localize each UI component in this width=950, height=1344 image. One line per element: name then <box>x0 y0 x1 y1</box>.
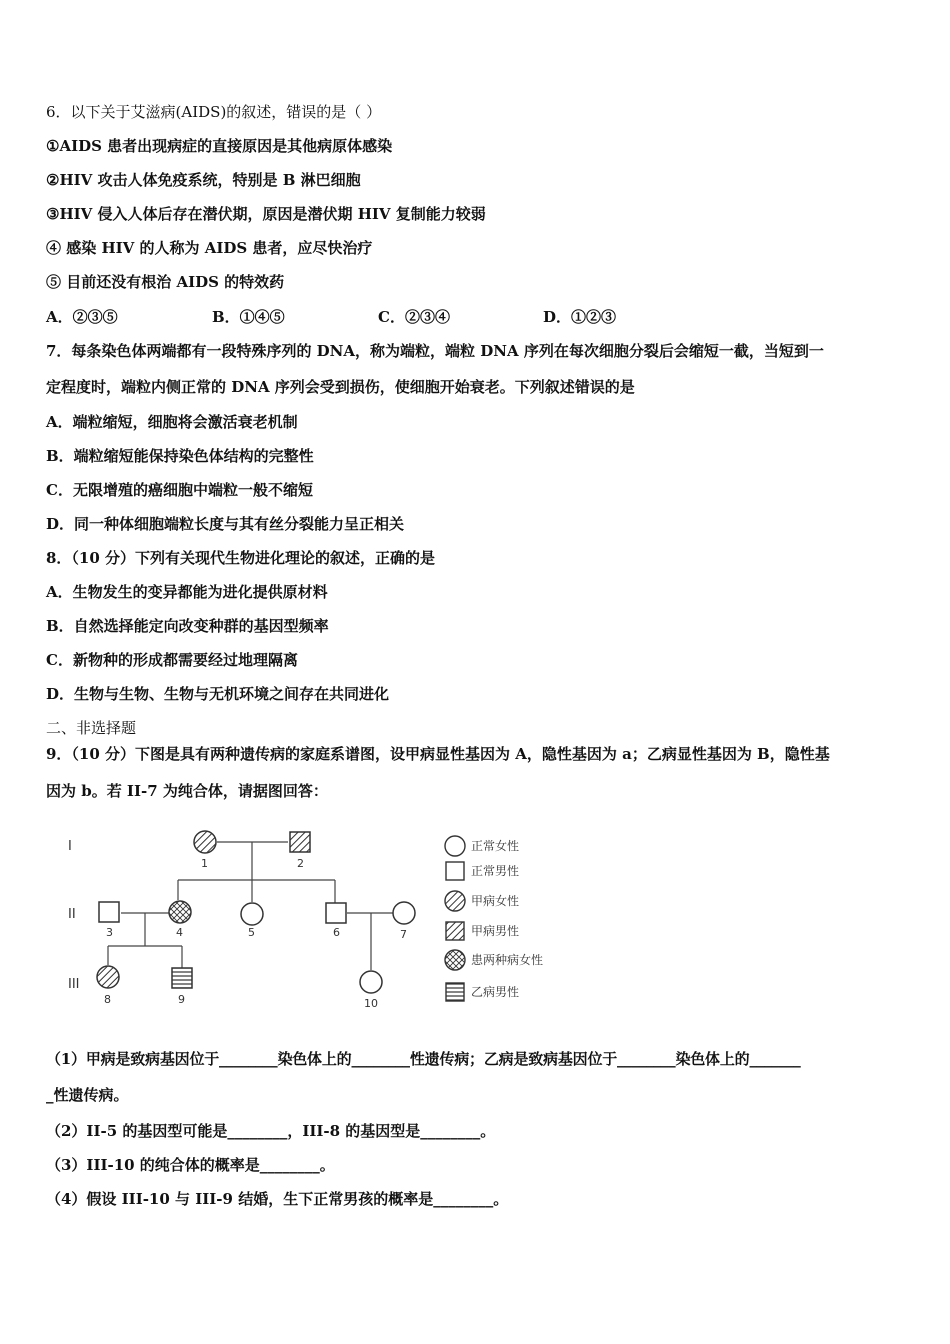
q8-option-a: A．生物发生的变异都能为进化提供原材料 <box>46 583 328 601</box>
legend-affected-male: 甲病男性 <box>471 924 520 938</box>
q7-option-a: A．端粒缩短，细胞将会激活衰老机制 <box>46 413 298 431</box>
q8-option-b: B．自然选择能定向改变种群的基因型频率 <box>46 617 329 635</box>
individual-6-normal-male <box>326 903 346 923</box>
q6-item-2: ②HIV 攻击人体免疫系统，特别是 B 淋巴细胞 <box>46 171 361 189</box>
legend-disease-b-male: 乙病男性 <box>471 985 520 999</box>
legend-affected-female-icon <box>445 891 465 911</box>
q9-stem-line2: 因为 b。若 II-7 为纯合体，请据图回答： <box>46 782 328 800</box>
pedigree-diagram <box>60 822 580 1017</box>
q6-option-b: B．①④⑤ <box>212 308 285 326</box>
individual-1-affected-female <box>194 831 216 853</box>
q9-sub3: （3）III-10 的纯合体的概率是________。 <box>46 1156 335 1174</box>
legend-affected-male-icon <box>446 922 464 940</box>
individual-label-1: 1 <box>201 857 208 870</box>
q6-item-3: ③HIV 侵入人体后存在潜伏期，原因是潜伏期 HIV 复制能力较弱 <box>46 205 486 223</box>
q7-stem-line2: 定程度时，端粒内侧正常的 DNA 序列会受到损伤，使细胞开始衰老。下列叙述错误的是 <box>46 378 635 396</box>
legend-affected-female: 甲病女性 <box>471 894 520 908</box>
individual-label-5: 5 <box>248 926 255 939</box>
individual-label-7: 7 <box>400 928 407 941</box>
legend-normal-female: 正常女性 <box>471 839 520 853</box>
individual-label-10: 10 <box>364 997 378 1010</box>
individual-3-normal-male <box>99 902 119 922</box>
q9-stem-line1: 9．（10 分）下图是具有两种遗传病的家庭系谱图，设甲病显性基因为 A，隐性基因为 a；乙病显性基因为 B，隐性基 <box>46 745 830 763</box>
individual-7-normal-female <box>393 902 415 924</box>
individual-label-3: 3 <box>106 926 113 939</box>
individual-9-disease-b-male <box>172 968 192 988</box>
q9-sub4: （4）假设 III-10 与 III-9 结婚，生下正常男孩的概率是________。 <box>46 1190 509 1208</box>
q6-item-1: ①AIDS 患者出现病症的直接原因是其他病原体感染 <box>46 137 393 155</box>
pedigree-legend <box>445 836 543 1001</box>
individual-10-normal-female <box>360 971 382 993</box>
individual-4-two-diseases-female <box>169 901 191 923</box>
q6-stem: 6．以下关于艾滋病(AIDS)的叙述，错误的是（ ） <box>46 103 382 121</box>
q9-sub1-line2: _性遗传病。 <box>46 1086 129 1104</box>
individual-8-affected-female <box>97 966 119 988</box>
legend-normal-male: 正常男性 <box>471 864 520 878</box>
q8-option-d: D．生物与生物、生物与无机环境之间存在共同进化 <box>46 685 390 703</box>
q6-option-a: A．②③⑤ <box>46 308 118 326</box>
individual-label-2: 2 <box>297 857 304 870</box>
q7-option-d: D．同一种体细胞端粒长度与其有丝分裂能力呈正相关 <box>46 515 405 533</box>
individual-label-8: 8 <box>104 993 111 1006</box>
q6-item-5: ⑤ 目前还没有根治 AIDS 的特效药 <box>46 273 285 291</box>
legend-normal-male-icon <box>446 862 464 880</box>
q7-option-c: C．无限增殖的癌细胞中端粒一般不缩短 <box>46 481 313 499</box>
q7-option-b: B．端粒缩短能保持染色体结构的完整性 <box>46 447 314 465</box>
individual-label-4: 4 <box>176 926 183 939</box>
q9-sub1-line1: （1）甲病是致病基因位于________染色体上的________性遗传病；乙病是致病基因位于________染色体上的_______ <box>46 1050 801 1068</box>
q6-option-d: D．①②③ <box>543 308 617 326</box>
q7-stem-line1: 7．每条染色体两端都有一段特殊序列的 DNA，称为端粒，端粒 DNA 序列在每次细胞分裂后会缩短一截，当短到一 <box>46 342 824 360</box>
individual-label-9: 9 <box>178 993 185 1006</box>
legend-two-diseases-female: 患两种病女性 <box>471 953 544 967</box>
individual-2-affected-male <box>290 832 310 852</box>
legend-two-diseases-female-icon <box>445 950 465 970</box>
generation-label-iii: III <box>68 977 80 992</box>
generation-label-ii: II <box>68 907 76 922</box>
q6-option-c: C．②③④ <box>378 308 450 326</box>
q8-option-c: C．新物种的形成都需要经过地理隔离 <box>46 651 298 669</box>
legend-disease-b-male-icon <box>446 983 464 1001</box>
individual-5-normal-female <box>241 903 263 925</box>
section-title: 二、非选择题 <box>46 719 137 737</box>
q8-stem: 8．（10 分）下列有关现代生物进化理论的叙述，正确的是 <box>46 549 436 567</box>
generation-label-i: I <box>68 839 72 854</box>
q9-sub2: （2）II-5 的基因型可能是________，III-8 的基因型是________。 <box>46 1122 496 1140</box>
legend-normal-female-icon <box>445 836 465 856</box>
q6-item-4: ④ 感染 HIV 的人称为 AIDS 患者，应尽快治疗 <box>46 239 373 257</box>
individual-label-6: 6 <box>333 926 340 939</box>
